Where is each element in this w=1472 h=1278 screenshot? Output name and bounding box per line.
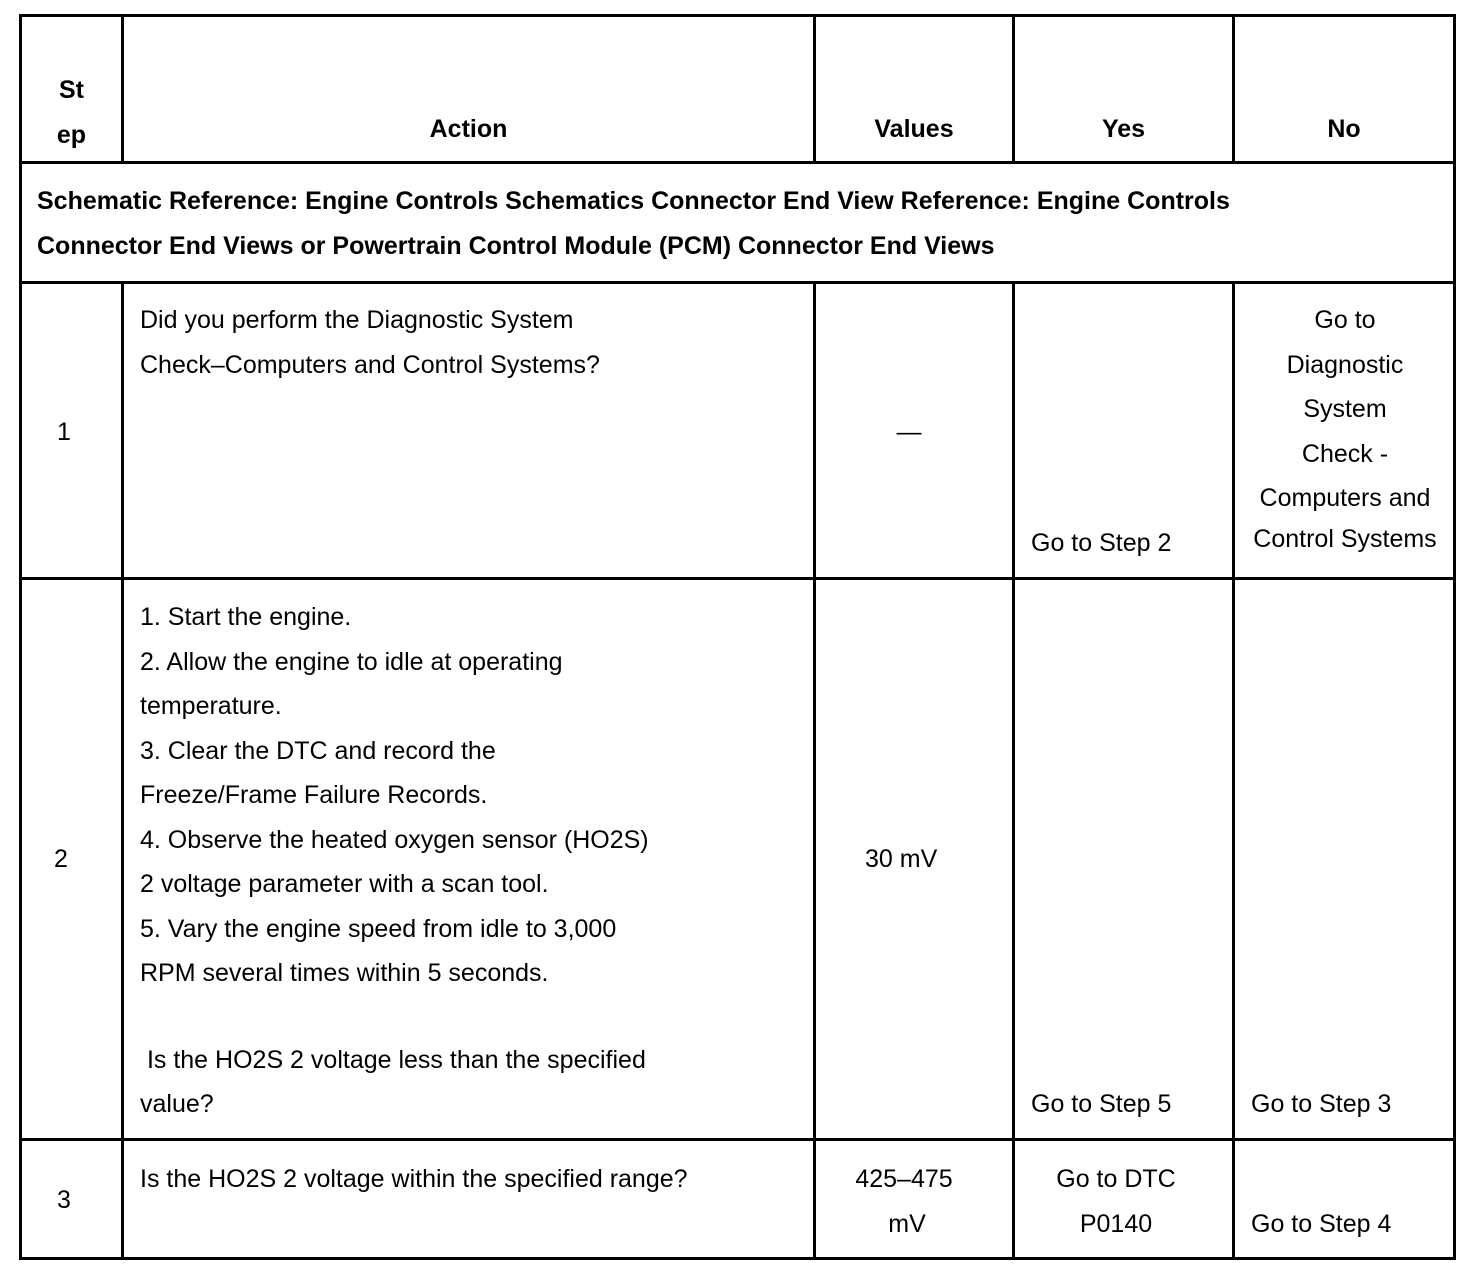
header-action: Action [429,115,508,143]
col-divider-yes [1232,281,1235,1260]
row2-no: Go to Step 3 [1251,1090,1392,1118]
table-border-top [19,14,1456,17]
row2-yes: Go to Step 5 [1031,1090,1172,1118]
row2-divider [19,1138,1456,1141]
header-step: St ep [56,76,87,149]
schematic-reference: Schematic Reference: Engine Controls Schematics Connector End View Reference: Engine Controls Connector End Views or Powertrain Control Module (PCM) Connector End Views [37,187,1230,260]
row3-no: Go to Step 4 [1251,1210,1392,1238]
row3-values: 425–475 mV [855,1165,953,1238]
table-border-bottom [19,1257,1456,1260]
row1-action: Did you perform the Diagnostic System Check–Computers and Control Systems? [140,306,600,379]
row2-step: 2 [54,845,68,873]
row2-action: 1. Start the engine. 2. Allow the engine to idle at operating temperature. 3. Clear the DTC and record the Freeze/Frame Failure Records. 4. Observe the heated oxygen sensor (HO2S) 2 voltage parameter with a scan tool. 5. Vary the engine speed from idle to 3,000 RPM several times within 5 seconds. Is the HO2S 2 voltage less than the specified value? [140,603,649,1118]
table-border-right [1453,14,1456,1260]
row1-no: Go to Diagnostic System Check - Computers and Control Systems [1253,306,1437,553]
header-values: Values [874,115,954,143]
header-divider [19,161,1456,164]
table-border-left [19,14,22,1260]
reference-divider [19,281,1456,284]
row1-values: — [896,418,922,446]
row1-step: 1 [57,418,71,446]
col-divider-step [121,281,124,1260]
row2-values: 30 mV [865,845,938,873]
col-divider-values [1012,281,1015,1260]
row3-yes: Go to DTC P0140 [1056,1165,1176,1238]
row1-divider [19,577,1456,580]
header-yes: Yes [1101,115,1146,143]
row3-action: Is the HO2S 2 voltage within the specified range? [140,1165,688,1193]
row3-step: 3 [57,1186,71,1214]
row1-yes: Go to Step 2 [1031,529,1172,557]
header-no: No [1327,115,1361,143]
